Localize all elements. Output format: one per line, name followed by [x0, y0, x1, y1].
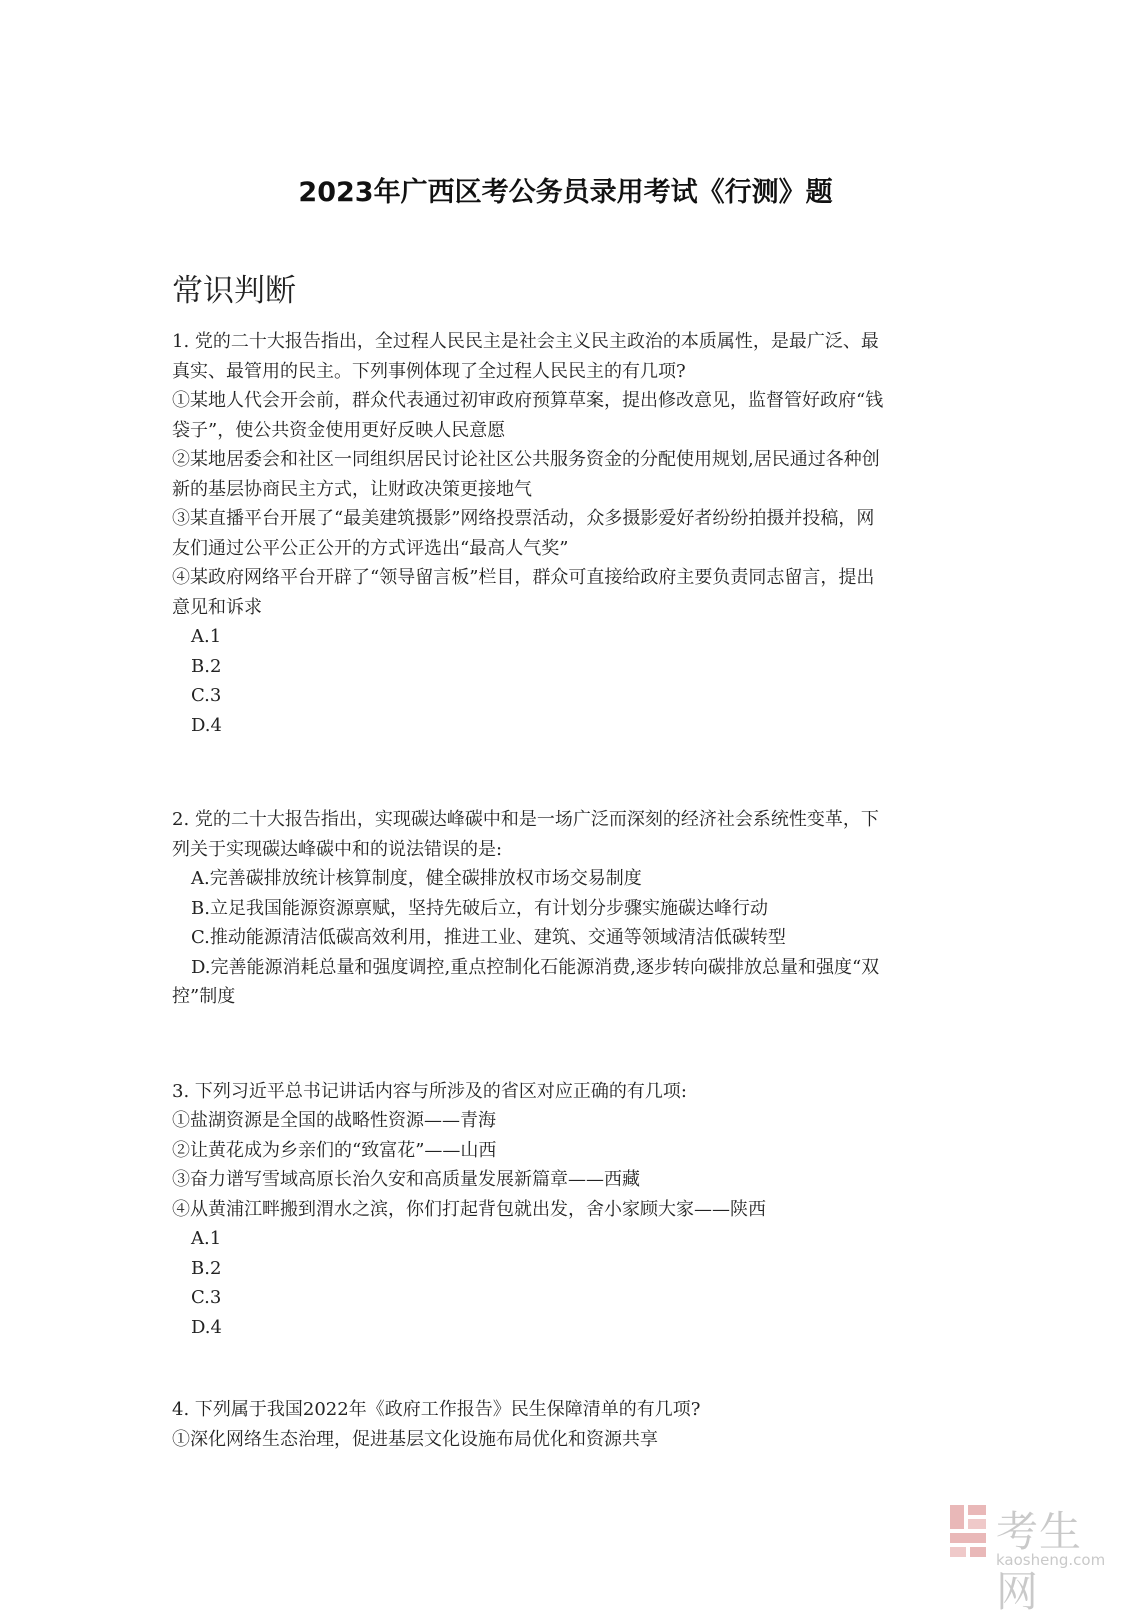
option-b: B.2 — [191, 1257, 222, 1279]
watermark-text: 考生网 — [996, 1507, 1083, 1616]
question-line: 友们通过公平公正公开的方式评选出“最高人气奖” — [172, 537, 569, 559]
question-line: ④某政府网络平台开辟了“领导留言板”栏目，群众可直接给政府主要负责同志留言，提出 — [172, 567, 875, 588]
watermark-url: kaosheng.com — [996, 1551, 1106, 1569]
option-d: D.完善能源消耗总量和强度调控,重点控制化石能源消费,逐步转向碳排放总量和强度“双 — [191, 956, 880, 978]
question-3 — [172, 1077, 972, 1343]
option-d: D.4 — [191, 1316, 222, 1338]
question-line: 新的基层协商民主方式，让财政决策更接地气 — [172, 478, 532, 500]
question-line: ①盐湖资源是全国的战略性资源——青海 — [172, 1110, 496, 1131]
option-a: A.1 — [191, 1228, 222, 1249]
option-a: A.1 — [191, 626, 222, 647]
question-line: ①某地人代会开会前，群众代表通过初审政府预算草案，提出修改意见，监督管好政府“钱 — [172, 390, 884, 411]
question-line: 意见和诉求 — [172, 596, 262, 618]
option-c: C.推动能源清洁低碳高效利用，推进工业、建筑、交通等领域清洁低碳转型 — [191, 927, 786, 948]
option-a: A.完善碳排放统计核算制度，健全碳排放权市场交易制度 — [191, 868, 642, 889]
option-b: B.立足我国能源资源禀赋，坚持先破后立，有计划分步骤实施碳达峰行动 — [191, 897, 768, 919]
question-line: 2. 党的二十大报告指出，实现碳达峰碳中和是一场广泛而深刻的经济社会系统性变革，下 — [172, 809, 879, 830]
question-1 — [172, 327, 972, 740]
question-line: ③奋力谱写雪域高原长治久安和高质量发展新篇章——西藏 — [172, 1169, 640, 1190]
option-b: B.2 — [191, 655, 222, 677]
question-line: 1. 党的二十大报告指出，全过程人民民主是社会主义民主政治的本质属性，是最广泛、最 — [172, 331, 879, 352]
question-line: ③某直播平台开展了“最美建筑摄影”网络投票活动，众多摄影爱好者纷纷拍摄并投稿，网 — [172, 508, 875, 529]
option-d: D.4 — [191, 714, 222, 736]
question-line: 袋子”，使公共资金使用更好反映人民意愿 — [172, 419, 506, 441]
question-line: 3. 下列习近平总书记讲话内容与所涉及的省区对应正确的有几项: — [172, 1080, 687, 1102]
question-line: 列关于实现碳达峰碳中和的说法错误的是: — [172, 838, 503, 860]
question-line: 4. 下列属于我国2022年《政府工作报告》民生保障清单的有几项? — [172, 1399, 701, 1420]
watermark — [948, 1497, 1118, 1616]
option-c: C.3 — [191, 1287, 222, 1308]
question-4 — [172, 1395, 972, 1454]
question-line: ②某地居委会和社区一同组织居民讨论社区公共服务资金的分配使用规划,居民通过各种创 — [172, 449, 880, 470]
question-line: ②让黄花成为乡亲们的“致富花”——山西 — [172, 1139, 497, 1161]
question-2 — [172, 805, 972, 1012]
option-d-continuation: 控”制度 — [172, 986, 236, 1007]
section-heading: 常识判断 — [172, 273, 296, 309]
option-c: C.3 — [191, 685, 222, 706]
question-line: ①深化网络生态治理，促进基层文化设施布局优化和资源共享 — [172, 1428, 658, 1450]
question-line: ④从黄浦江畔搬到渭水之滨，你们打起背包就出发，舍小家顾大家——陕西 — [172, 1198, 766, 1220]
question-list — [172, 327, 972, 1454]
question-line: 真实、最管用的民主。下列事例体现了全过程人民民主的有几项? — [172, 360, 686, 382]
document-title: 2023年广西区考公务员录用考试《行测》题 — [298, 177, 833, 208]
kaosheng-logo-icon — [948, 1503, 988, 1559]
